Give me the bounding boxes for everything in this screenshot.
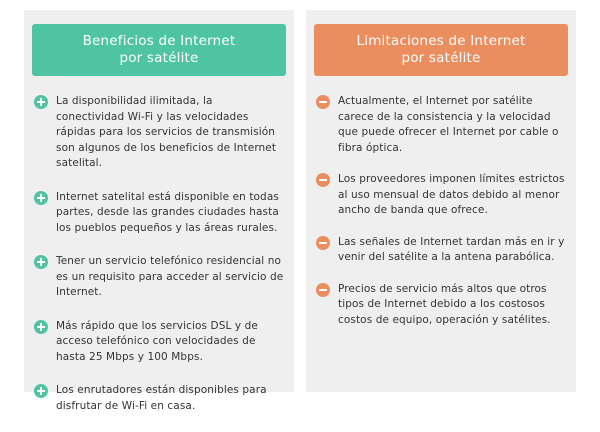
benefits-title-line1: Beneficios de Internet: [82, 33, 236, 49]
plus-icon: [34, 384, 48, 398]
minus-icon: [316, 95, 330, 109]
benefit-text: Los enrutadores están disponibles para disfrutar de Wi-Fi en casa.: [56, 384, 267, 412]
limitations-title-line1: Limitaciones de Internet: [356, 33, 526, 49]
limitation-item: [316, 282, 566, 329]
benefit-item: [34, 94, 284, 172]
limitation-text: Los proveedores imponen límites estrictos al uso mensual de datos debido al menor ancho de banda que ofrece.: [338, 173, 565, 216]
limitation-text: Actualmente, el Internet por satélite carece de la consistencia y la velocidad que puede ofrecer el Internet por cable o fibra óptica.: [338, 95, 559, 154]
benefit-text: La disponibilidad ilimitada, la conectividad Wi-Fi y las velocidades rápidas para los servicios de transmisión son algunos de los beneficios de Internet satelital.: [56, 95, 277, 169]
plus-icon: [34, 255, 48, 269]
benefit-item: [34, 190, 284, 237]
benefit-text: Más rápido que los servicios DSL y de acceso telefónico con velocidades de hasta 25 Mbps y 100 Mbps.: [56, 319, 258, 363]
benefits-header: [32, 24, 286, 76]
benefit-text: Tener un servicio telefónico residencial no es un requisito para acceder al servicio de Internet.: [56, 255, 284, 298]
minus-icon: [316, 283, 330, 297]
plus-icon: [34, 95, 48, 109]
limitations-title-line2: por satélite: [401, 50, 481, 66]
limitation-item: [316, 235, 566, 266]
plus-icon: [34, 320, 48, 334]
minus-icon: [316, 173, 330, 187]
minus-icon: [316, 236, 330, 250]
benefit-item: [34, 319, 284, 366]
limitation-item: [316, 94, 566, 156]
benefit-text: Internet satelital está disponible en todas partes, desde las grandes ciudades hasta los pueblos pequeños y las áreas rurales.: [56, 190, 279, 234]
limitations-panel: [306, 10, 576, 392]
limitation-text: Precios de servicio más altos que otros tipos de Internet debido a los costosos costos de equipo, operación y satélites.: [338, 282, 551, 326]
limitation-item: [316, 172, 566, 219]
plus-icon: [34, 191, 48, 205]
limitations-header: [314, 24, 568, 76]
benefits-panel: [24, 10, 294, 412]
benefits-title-line2: por satélite: [119, 50, 199, 66]
benefits-list: [34, 94, 284, 432]
limitation-text: Las señales de Internet tardan más en ir y venir del satélite a la antena parabólica.: [338, 235, 565, 263]
benefit-item: [34, 383, 284, 414]
benefit-item: [34, 254, 284, 301]
limitations-list: [316, 94, 566, 344]
